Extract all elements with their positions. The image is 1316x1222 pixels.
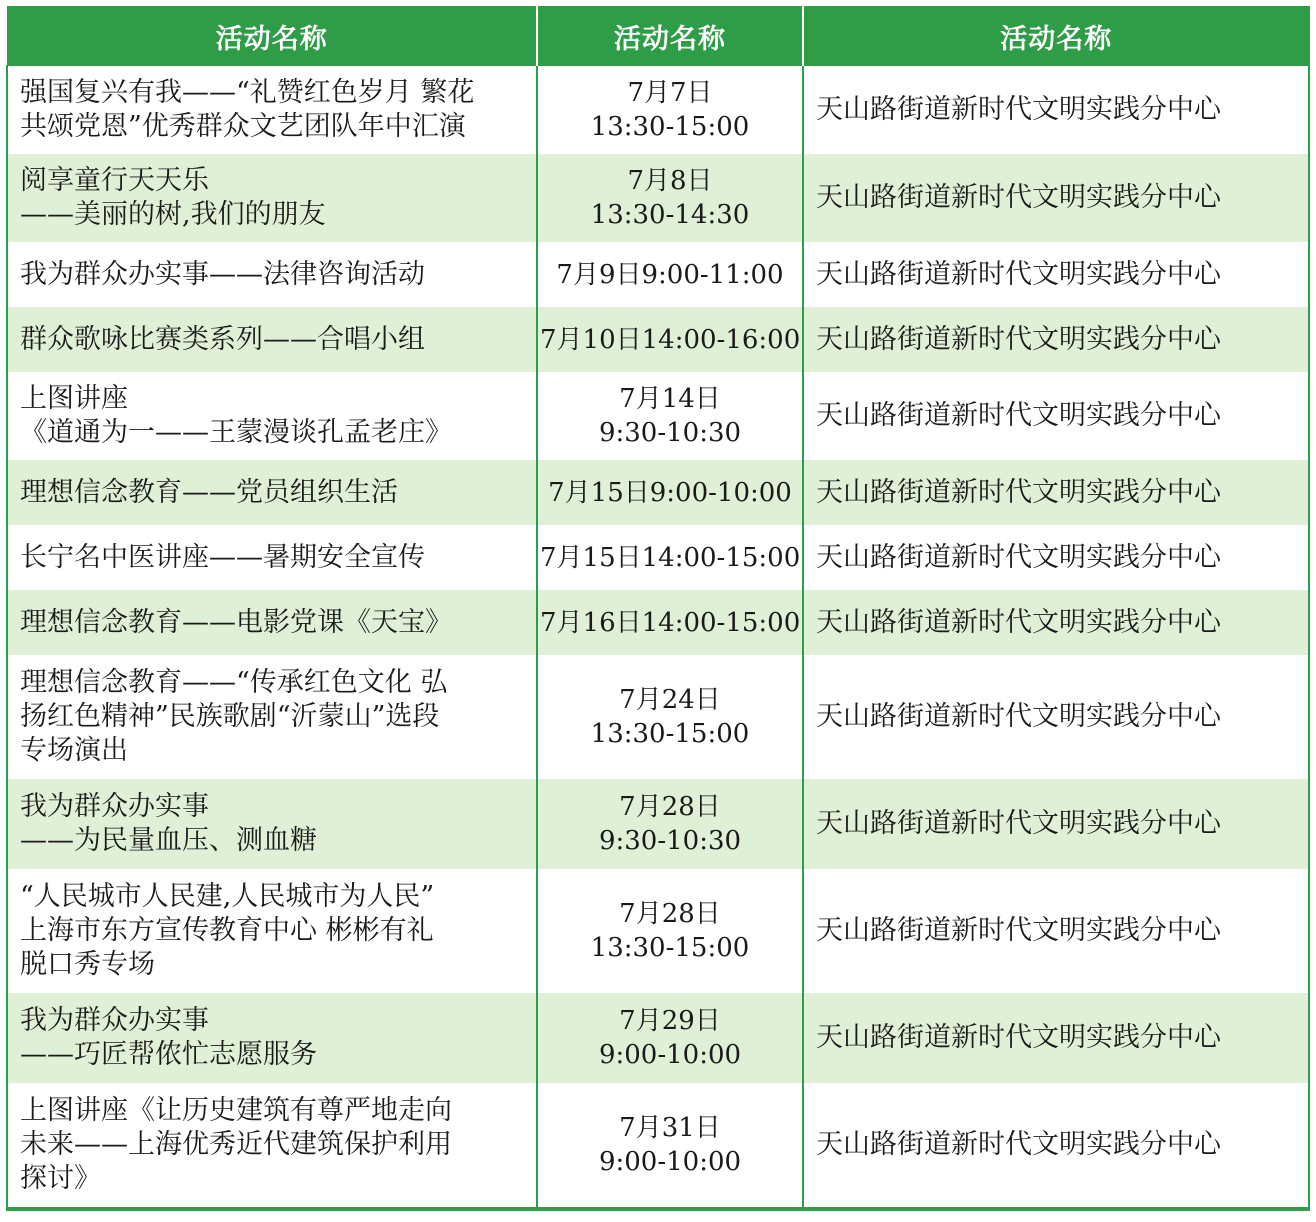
column-header-name: 活动名称 — [7, 7, 537, 66]
activity-name-cell — [7, 993, 537, 1083]
activity-name-cell — [7, 869, 537, 993]
activity-name-line: ——美丽的树,我们的朋友 — [20, 199, 326, 230]
activity-time-cell — [537, 242, 803, 307]
activity-date: 7月7日 — [627, 78, 713, 108]
activity-name-line: 强国复兴有我——“礼赞红色岁月 繁花 — [20, 77, 475, 108]
table-row — [7, 307, 1309, 372]
activity-hours: 13:30-15:00 — [590, 933, 750, 963]
activity-name-line: 上海市东方宣传教育中心 彬彬有礼 — [20, 915, 434, 946]
activity-name-cell — [7, 655, 537, 779]
activity-name-line: 专场演出 — [20, 735, 128, 766]
activity-date: 7月28日 — [619, 792, 721, 822]
activity-place-cell: 天山路街道新时代文明实践分中心 — [803, 154, 1309, 242]
activity-time-cell — [537, 525, 803, 590]
activity-name-cell — [7, 590, 537, 655]
activity-name-line: 群众歌咏比赛类系列——合唱小组 — [20, 323, 425, 355]
activity-time-cell — [537, 993, 803, 1083]
table-row — [7, 655, 1309, 779]
activity-time-cell — [537, 1083, 803, 1209]
activity-name-line: 我为群众办实事 — [20, 791, 209, 822]
table-row — [7, 460, 1309, 525]
table-row — [7, 154, 1309, 242]
activity-datetime: 7月15日9:00-10:00 — [548, 477, 792, 508]
activity-name-cell — [7, 154, 537, 242]
activity-name-cell — [7, 242, 537, 307]
activity-name-line: 理想信念教育——“传承红色文化 弘 — [20, 667, 448, 698]
activity-hours: 13:30-14:30 — [590, 200, 750, 230]
activity-place-cell: 天山路街道新时代文明实践分中心 — [803, 66, 1309, 155]
activity-time-cell — [537, 869, 803, 993]
table-header-row — [7, 7, 1309, 66]
table-row — [7, 1083, 1309, 1209]
activity-name-line: 我为群众办实事——法律咨询活动 — [20, 258, 425, 290]
activity-name-line: 阅享童行天天乐 — [20, 165, 209, 196]
activity-name-line: “人民城市人民建,人民城市为人民” — [20, 881, 435, 912]
activity-name-line: 扬红色精神”民族歌剧“沂蒙山”选段 — [20, 701, 440, 732]
activity-place-cell: 天山路街道新时代文明实践分中心 — [803, 525, 1309, 590]
activity-date: 7月14日 — [619, 384, 721, 414]
activity-place-cell: 天山路街道新时代文明实践分中心 — [803, 460, 1309, 525]
activity-time-cell — [537, 154, 803, 242]
activity-name-line: 理想信念教育——电影党课《天宝》 — [20, 606, 452, 638]
table-row — [7, 242, 1309, 307]
activity-place-cell: 天山路街道新时代文明实践分中心 — [803, 779, 1309, 869]
table-row — [7, 66, 1309, 155]
activity-time-cell — [537, 655, 803, 779]
table-row — [7, 993, 1309, 1083]
activity-datetime: 7月15日14:00-15:00 — [540, 542, 801, 573]
activity-name-cell — [7, 460, 537, 525]
activity-hours: 13:30-15:00 — [590, 719, 750, 749]
activity-datetime: 7月16日14:00-15:00 — [540, 607, 801, 638]
table-row — [7, 869, 1309, 993]
activity-hours: 9:30-10:30 — [598, 826, 742, 856]
column-header-place: 活动名称 — [803, 7, 1309, 66]
activity-name-line: 我为群众办实事 — [20, 1005, 209, 1036]
activity-date: 7月31日 — [619, 1113, 721, 1143]
activity-name-line: 上图讲座 — [20, 383, 128, 414]
activity-name-line: ——为民量血压、测血糖 — [20, 825, 317, 856]
activity-time-cell — [537, 66, 803, 155]
activity-time-cell — [537, 307, 803, 372]
activity-place-cell: 天山路街道新时代文明实践分中心 — [803, 307, 1309, 372]
activity-place-cell: 天山路街道新时代文明实践分中心 — [803, 655, 1309, 779]
activity-place-cell: 天山路街道新时代文明实践分中心 — [803, 993, 1309, 1083]
activity-date: 7月28日 — [619, 899, 721, 929]
column-header-time: 活动名称 — [537, 7, 803, 66]
activity-place-cell: 天山路街道新时代文明实践分中心 — [803, 242, 1309, 307]
activity-name-line: 长宁名中医讲座——暑期安全宣传 — [20, 541, 425, 573]
activity-name-cell — [7, 525, 537, 590]
activity-date: 7月8日 — [627, 166, 713, 196]
activity-name-cell — [7, 372, 537, 460]
table-row — [7, 372, 1309, 460]
activity-name-line: 脱口秀专场 — [20, 949, 155, 980]
activity-name-line: ——巧匠帮侬忙志愿服务 — [20, 1039, 317, 1070]
activity-place-cell: 天山路街道新时代文明实践分中心 — [803, 1083, 1309, 1209]
activity-hours: 13:30-15:00 — [590, 112, 750, 142]
activity-name-cell — [7, 66, 537, 155]
activity-hours: 9:00-10:00 — [598, 1040, 742, 1070]
activity-hours: 9:00-10:00 — [598, 1147, 742, 1177]
activity-name-cell — [7, 1083, 537, 1209]
activity-datetime: 7月9日9:00-11:00 — [556, 259, 784, 290]
activity-date: 7月24日 — [619, 685, 721, 715]
activity-name-line: 上图讲座《让历史建筑有尊严地走向 — [20, 1095, 452, 1126]
activity-place-cell: 天山路街道新时代文明实践分中心 — [803, 590, 1309, 655]
activity-date: 7月29日 — [619, 1006, 721, 1036]
table-row — [7, 525, 1309, 590]
activity-time-cell — [537, 372, 803, 460]
activity-time-cell — [537, 590, 803, 655]
activity-name-line: 理想信念教育——党员组织生活 — [20, 476, 398, 508]
activity-name-cell — [7, 307, 537, 372]
table-row — [7, 590, 1309, 655]
activity-datetime: 7月10日14:00-16:00 — [540, 324, 801, 355]
activity-hours: 9:30-10:30 — [598, 418, 742, 448]
activity-name-line: 探讨》 — [20, 1163, 101, 1194]
activity-time-cell — [537, 460, 803, 525]
activity-name-line: 共颂党恩”优秀群众文艺团队年中汇演 — [20, 111, 466, 142]
activity-time-cell — [537, 779, 803, 869]
activity-name-line: 《道通为一——王蒙漫谈孔孟老庄》 — [20, 417, 452, 448]
activity-place-cell: 天山路街道新时代文明实践分中心 — [803, 372, 1309, 460]
activity-name-line: 未来——上海优秀近代建筑保护利用 — [20, 1129, 452, 1160]
table-row — [7, 779, 1309, 869]
activity-name-cell — [7, 779, 537, 869]
activity-place-cell: 天山路街道新时代文明实践分中心 — [803, 869, 1309, 993]
activity-table — [6, 6, 1310, 1211]
